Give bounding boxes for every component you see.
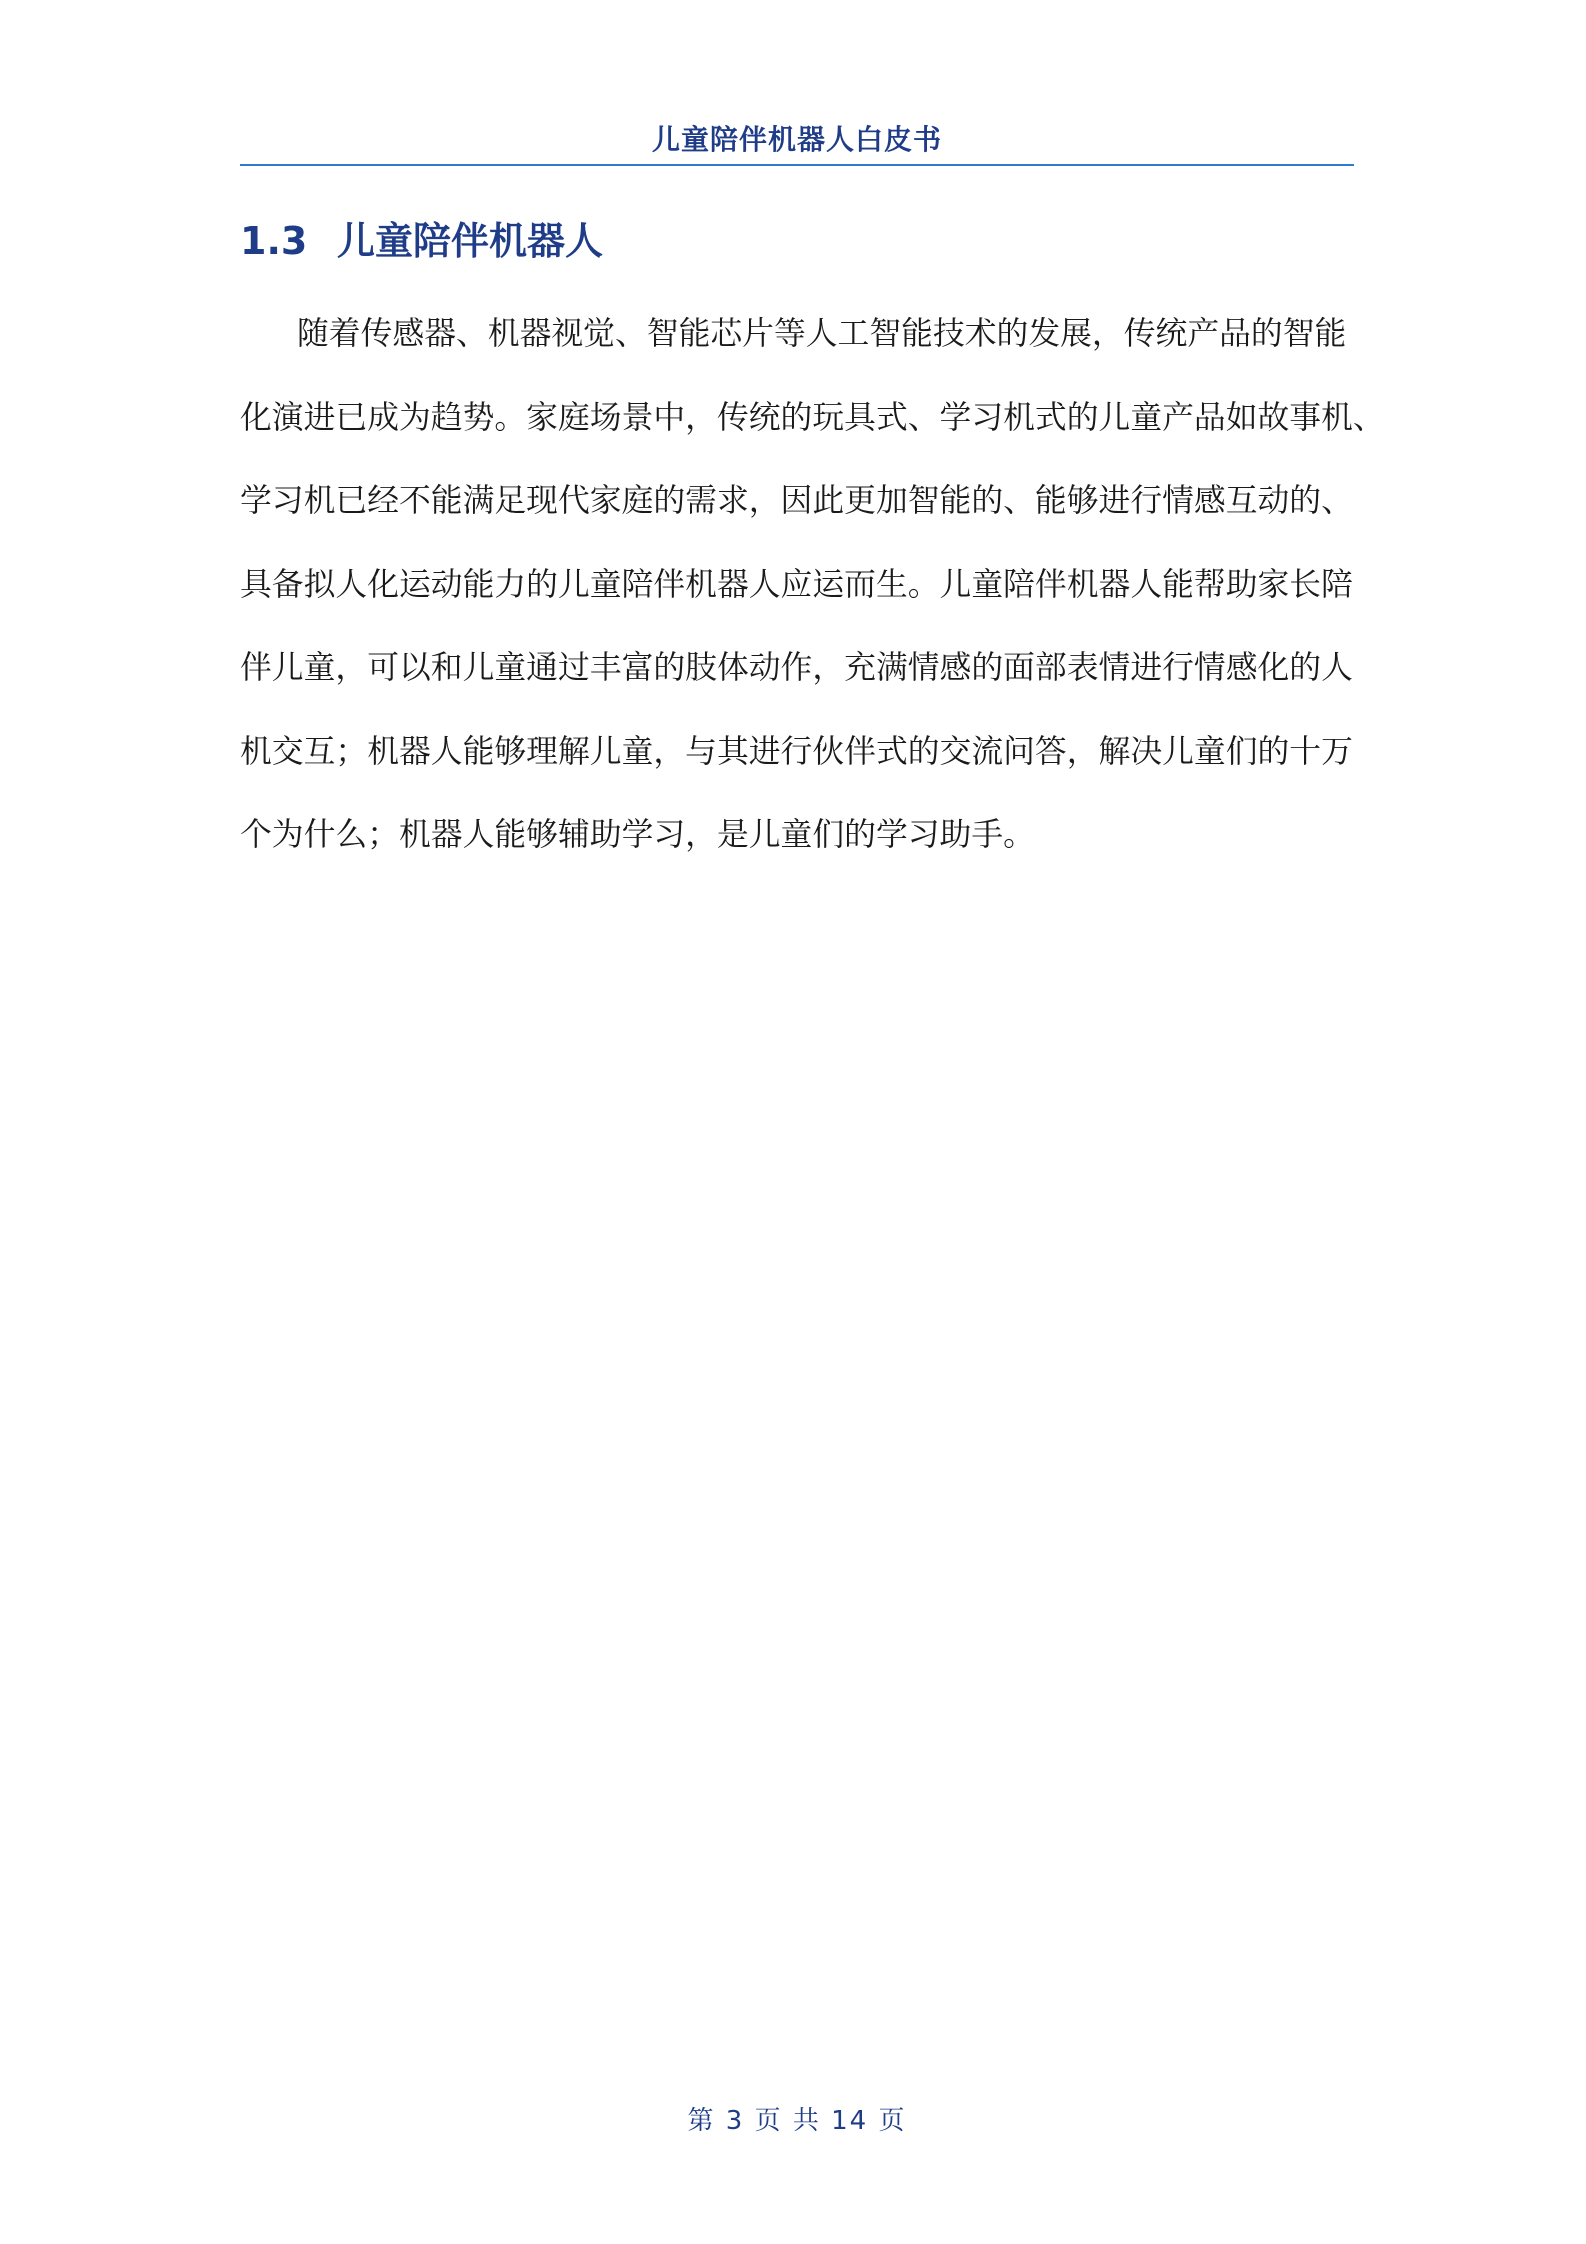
section-number: 1.3 — [240, 219, 308, 263]
page-number-footer: 第 3 页 共 14 页 — [687, 2106, 907, 2136]
paragraph-line: 个为什么；机器人能够辅助学习，是儿童们的学习助手。 — [240, 816, 1035, 853]
body-paragraph — [240, 292, 1385, 877]
paragraph-line: 伴儿童，可以和儿童通过丰富的肢体动作，充满情感的面部表情进行情感化的人 — [240, 649, 1353, 686]
header-divider — [240, 164, 1354, 166]
section-heading — [240, 210, 603, 265]
paragraph-line: 随着传感器、机器视觉、智能芯片等人工智能技术的发展，传统产品的智能 — [297, 315, 1347, 352]
paragraph-line: 具备拟人化运动能力的儿童陪伴机器人应运而生。儿童陪伴机器人能帮助家长陪 — [240, 565, 1353, 603]
paragraph-line: 学习机已经不能满足现代家庭的需求，因此更加智能的、能够进行情感互动的、 — [240, 482, 1353, 519]
paragraph-line: 机交互；机器人能够理解儿童，与其进行伙伴式的交流问答，解决儿童们的十万 — [240, 732, 1353, 770]
running-header-title: 儿童陪伴机器人白皮书 — [651, 123, 942, 156]
paragraph-line: 化演进已成为趋势。家庭场景中，传统的玩具式、学习机式的儿童产品如故事机、 — [240, 398, 1385, 436]
section-title: 儿童陪伴机器人 — [337, 219, 604, 263]
